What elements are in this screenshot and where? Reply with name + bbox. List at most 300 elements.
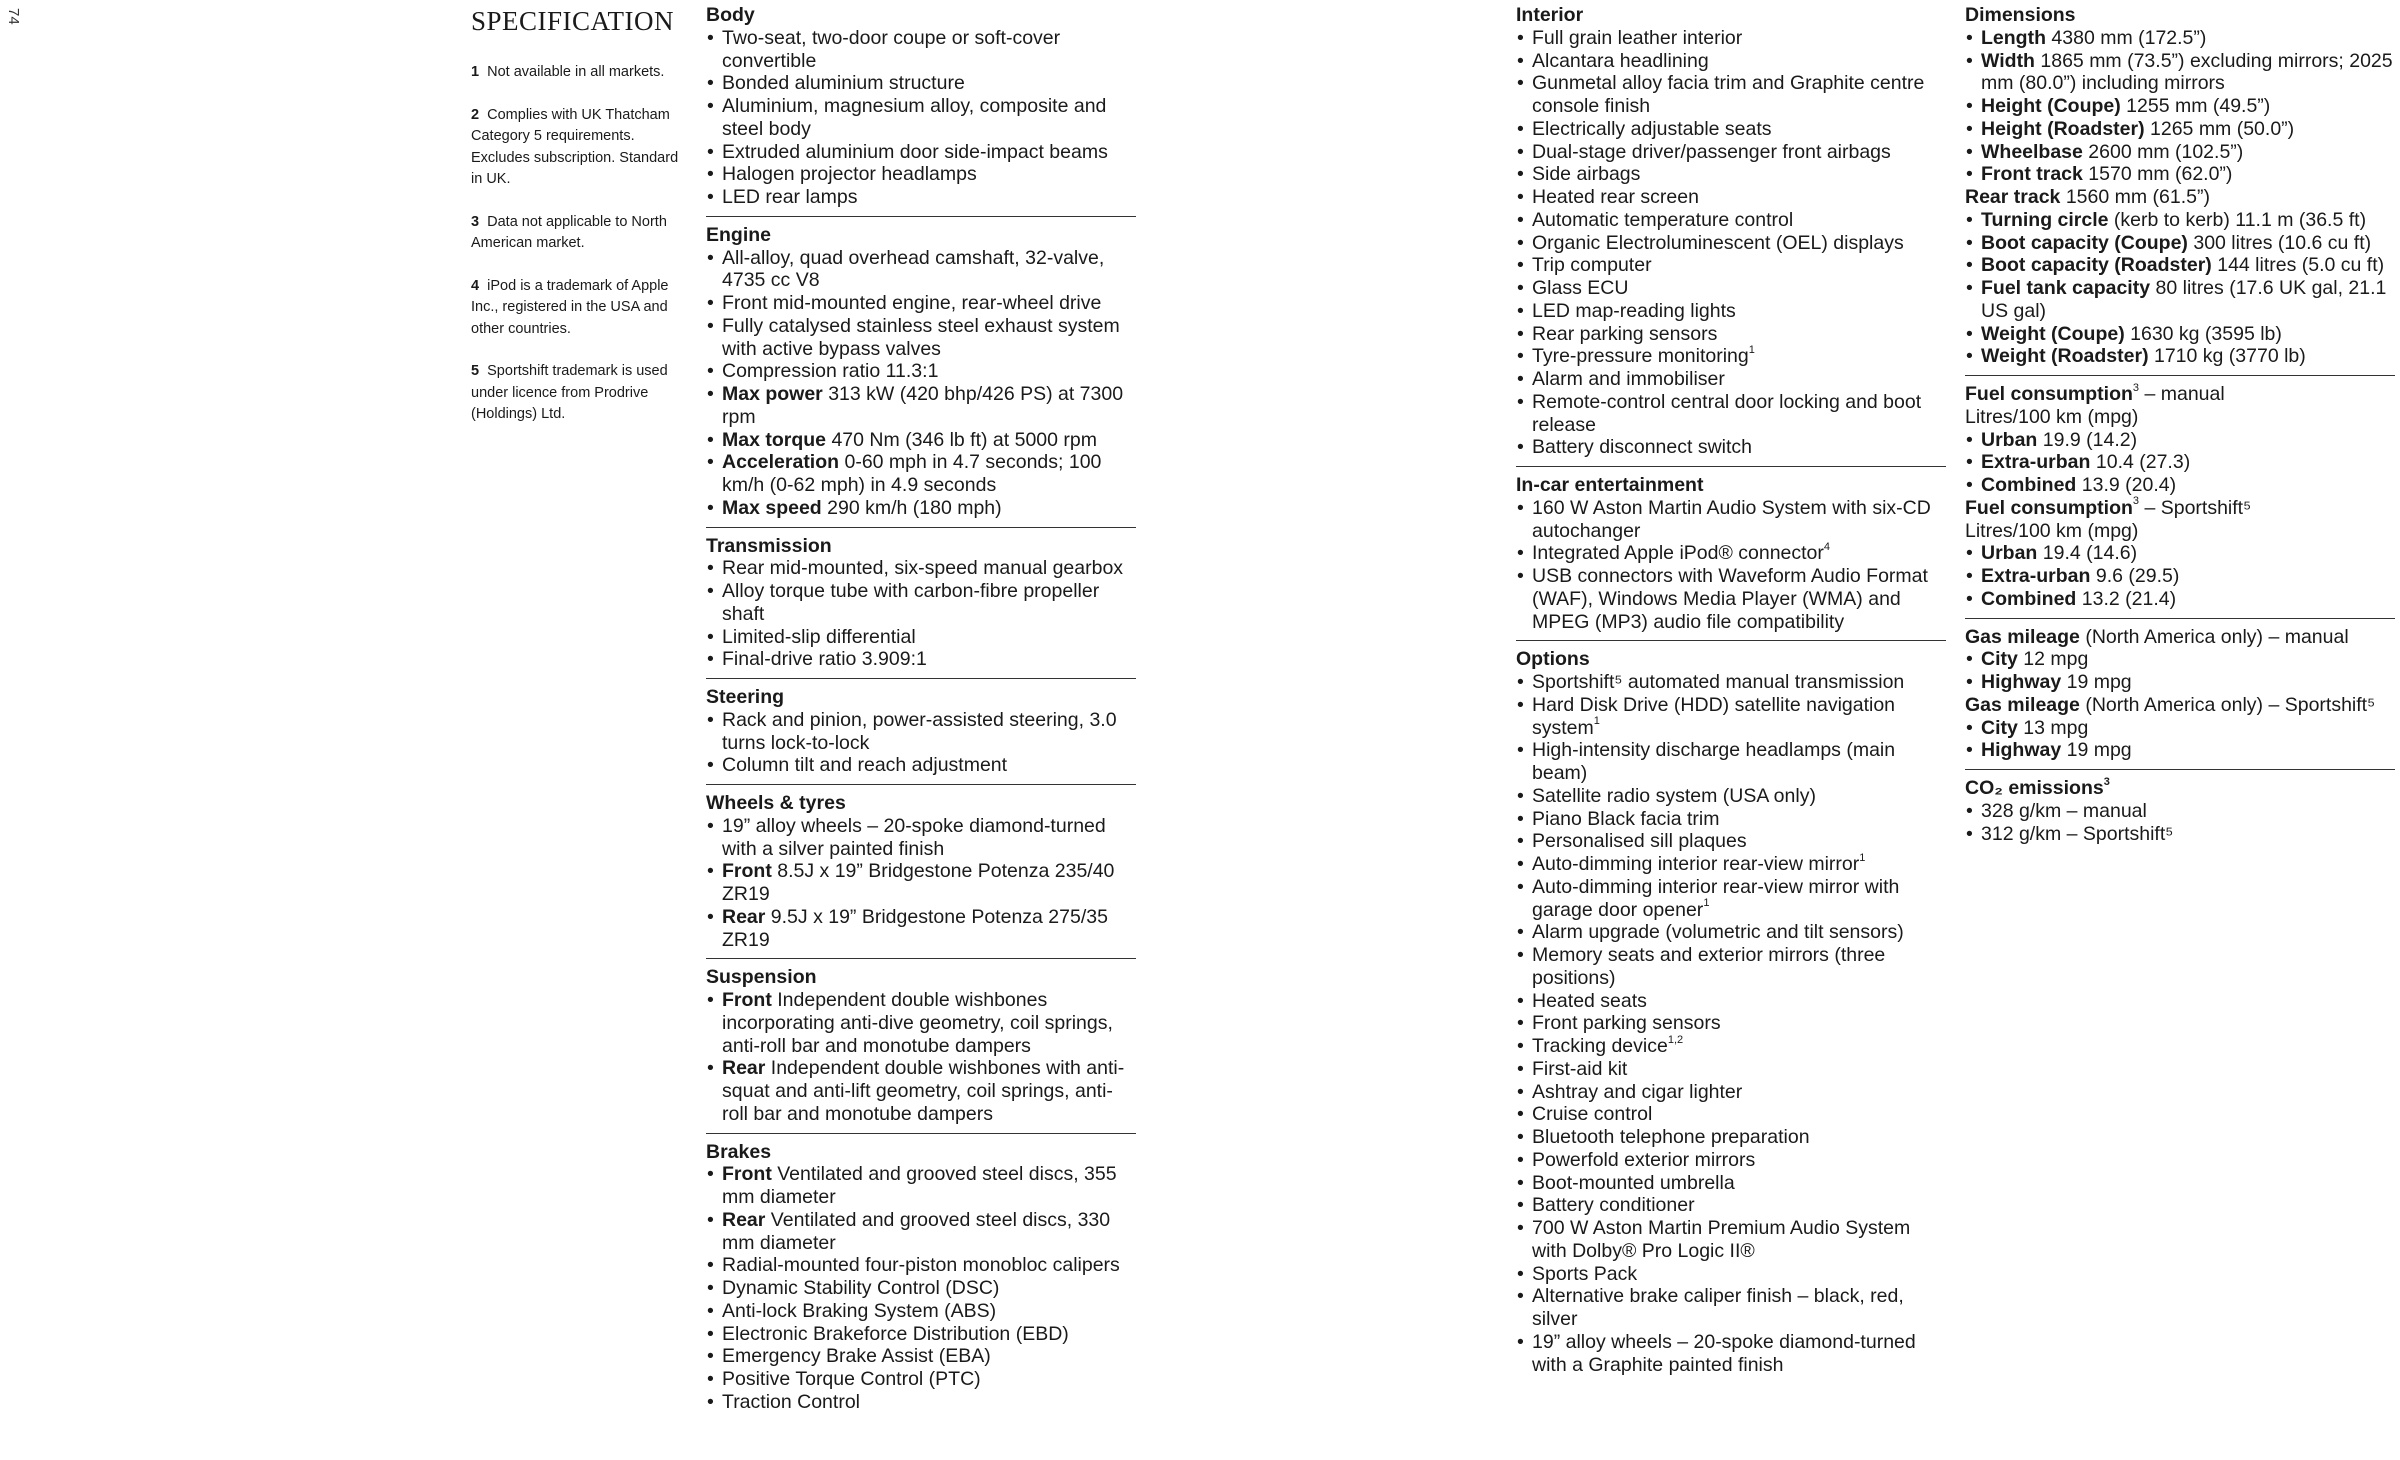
- spec-value: (kerb to kerb) 11.1 m (36.5 ft): [2113, 208, 2367, 231]
- spec-item: [1516, 1081, 1946, 1104]
- footnote-3: 3 Data not applicable to North American market.: [471, 213, 667, 251]
- spec-value: 312 g/km – Sportshift⁵: [1981, 822, 2174, 845]
- spec-item: [706, 580, 1136, 626]
- spec-item: [706, 1345, 1136, 1368]
- spec-value: 9.5J x 19” Bridgestone Potenza 275/35 ZR19: [722, 905, 1108, 951]
- spec-item: [1965, 345, 2395, 368]
- spec-value: Rack and pinion, power-assisted steering, 3.0 turns lock-to-lock: [722, 708, 1117, 754]
- spec-item: [1965, 323, 2395, 346]
- group-heading-bold: Gas mileage: [1965, 625, 2080, 648]
- spec-item: [1516, 1285, 1946, 1331]
- spec-item: [1965, 588, 2395, 611]
- page-number: 74: [5, 8, 22, 25]
- section-title-text: Transmission: [706, 534, 832, 557]
- spec-label: Turning circle: [1981, 208, 2109, 231]
- spec-item: [1516, 1103, 1946, 1126]
- section-title: [706, 1141, 1136, 1164]
- spec-column-1: [706, 4, 1136, 1428]
- spec-value: Electronic Brakeforce Distribution (EBD): [722, 1322, 1069, 1345]
- spec-label: Front: [722, 1163, 772, 1186]
- spec-list: [706, 709, 1136, 777]
- spec-item: [1965, 451, 2395, 474]
- spec-item: [1516, 436, 1946, 459]
- footnote-4: 4 iPod is a trademark of Apple Inc., registered in the USA and other countries.: [471, 277, 669, 337]
- spec-item: [1516, 232, 1946, 255]
- spec-label: Rear: [722, 1208, 766, 1231]
- footnote-ref: 1: [1859, 851, 1866, 864]
- spec-value: 19 mpg: [2066, 671, 2132, 693]
- spec-label: Max torque: [722, 428, 827, 451]
- spec-item: [1516, 497, 1946, 543]
- spec-value: 19” alloy wheels – 20-spoke diamond-turned with a Graphite painted finish: [1532, 1330, 1916, 1376]
- spec-list: [1516, 497, 1946, 634]
- spec-value: Alternative brake caliper finish – black, red, silver: [1532, 1285, 1904, 1330]
- spec-value: 2600 mm (102.5”): [2088, 140, 2244, 163]
- spec-value: 1865 mm (73.5”) excluding mirrors; 2025 mm (80.0”) including mirrors: [1981, 49, 2393, 95]
- spec-value: 80 litres (17.6 UK gal, 21.1 US gal): [1981, 277, 2387, 322]
- spec-item: [706, 141, 1136, 164]
- spec-item: [1516, 944, 1946, 990]
- spec-value: Powerfold exterior mirrors: [1532, 1148, 1756, 1171]
- spec-value: Auto-dimming interior rear-view mirror with garage door opener: [1532, 875, 1900, 921]
- section-title-text: Dimensions: [1965, 4, 2076, 26]
- section-title: [706, 792, 1136, 815]
- spec-value: Heated seats: [1532, 989, 1647, 1012]
- spec-value: Rear parking sensors: [1532, 322, 1718, 345]
- spec-value: Tyre-pressure monitoring: [1532, 345, 1749, 368]
- spec-value: Bluetooth telephone preparation: [1532, 1126, 1810, 1148]
- footnote-ref: 3: [2132, 381, 2140, 394]
- spec-list: [706, 1163, 1136, 1413]
- spec-item: [1516, 209, 1946, 232]
- spec-item: [1965, 823, 2395, 846]
- spec-value: 700 W Aston Martin Premium Audio System with Dolby® Pro Logic II®: [1532, 1217, 1911, 1262]
- spec-value: 470 Nm (346 lb ft) at 5000 rpm: [831, 428, 1097, 451]
- spec-value: Remote-control central door locking and boot release: [1532, 390, 1922, 436]
- spec-item: [1516, 141, 1946, 164]
- spec-value: Ventilated and grooved steel discs, 355 mm diameter: [722, 1163, 1117, 1208]
- spec-column-2: [1516, 4, 1946, 1390]
- spec-label: Boot capacity (Coupe): [1981, 231, 2188, 254]
- spec-value: 19.9 (14.2): [2042, 428, 2138, 451]
- spec-item: [706, 95, 1136, 141]
- section-wheels-tyres: [706, 792, 1136, 959]
- section-in-car-entertainment: [1516, 474, 1946, 641]
- spec-label: Highway: [1981, 671, 2062, 693]
- spec-value: 19” alloy wheels – 20-spoke diamond-turned with a silver painted finish: [722, 814, 1106, 860]
- spec-value: 290 km/h (180 mph): [827, 496, 1002, 519]
- spec-item: [706, 1254, 1136, 1277]
- spec-value: Front parking sensors: [1532, 1012, 1721, 1035]
- spec-item: [1516, 323, 1946, 346]
- group-heading-rest: – Sportshift⁵: [2139, 496, 2252, 519]
- spec-value: Independent double wishbones incorporating anti-dive geometry, coil springs, anti-roll bar and monotube dampers: [722, 989, 1113, 1057]
- spec-item: [1516, 785, 1946, 808]
- spec-list: [1516, 27, 1946, 459]
- spec-list: [1965, 648, 2395, 694]
- spec-value: 10.4 (27.3): [2095, 451, 2191, 474]
- spec-label: Rear: [722, 905, 766, 928]
- spec-item: [706, 1323, 1136, 1346]
- spec-item: [1965, 739, 2395, 762]
- spec-value: 1570 mm (62.0”): [2088, 163, 2233, 186]
- spec-label: Urban: [1981, 542, 2038, 565]
- spec-value: Boot-mounted umbrella: [1532, 1171, 1735, 1194]
- spec-item: [1965, 95, 2395, 118]
- section-title-text: Body: [706, 4, 755, 26]
- spec-item: [1516, 50, 1946, 73]
- spec-value: Two-seat, two-door coupe or soft-cover convertible: [722, 26, 1061, 72]
- spec-label: Fuel tank capacity: [1981, 277, 2151, 299]
- spec-label: City: [1981, 716, 2018, 739]
- spec-value: 19 mpg: [2066, 739, 2132, 762]
- spec-item: [706, 648, 1136, 671]
- spec-label: Front: [722, 860, 772, 883]
- spec-item: [1516, 808, 1946, 831]
- spec-item: [706, 1391, 1136, 1414]
- spec-value: 160 W Aston Martin Audio System with six-CD autochanger: [1532, 496, 1931, 542]
- footnote-ref: 3: [2132, 495, 2140, 508]
- spec-item: [1965, 429, 2395, 452]
- spec-item: [706, 292, 1136, 315]
- spec-item: [706, 186, 1136, 209]
- spec-value: LED map-reading lights: [1532, 299, 1736, 322]
- spec-value: Fully catalysed stainless steel exhaust system with active bypass valves: [722, 314, 1120, 360]
- spec-value: 1710 kg (3770 lb): [2153, 345, 2306, 368]
- spec-item: [706, 72, 1136, 95]
- spec-item: [706, 709, 1136, 755]
- spec-value: 19.4 (14.6): [2042, 542, 2138, 565]
- section-title-text: In-car entertainment: [1516, 474, 1704, 496]
- spec-value: Heated rear screen: [1532, 186, 1699, 208]
- spec-list: [706, 989, 1136, 1126]
- spec-label: Height (Coupe): [1981, 95, 2121, 117]
- spec-label: Acceleration: [722, 451, 840, 474]
- spec-item: [1965, 542, 2395, 565]
- spec-value: Anti-lock Braking System (ABS): [722, 1299, 997, 1322]
- spec-value: Front mid-mounted engine, rear-wheel drive: [722, 292, 1102, 314]
- spec-item: [1965, 186, 2395, 209]
- section-transmission: [706, 535, 1136, 680]
- spec-value: USB connectors with Waveform Audio Format (WAF), Windows Media Player (WMA) and MPEG (MP3) audio file compatibility: [1532, 565, 1928, 633]
- group-heading: [1965, 626, 2395, 649]
- spec-label: Extra-urban: [1981, 451, 2091, 474]
- section-title-text: Options: [1516, 648, 1590, 671]
- section-title: [1516, 648, 1946, 671]
- footnote-ref: 4: [1823, 540, 1831, 553]
- section-title: [706, 535, 1136, 558]
- spec-item: [1516, 391, 1946, 437]
- spec-item: [706, 989, 1136, 1057]
- spec-value: Battery conditioner: [1532, 1194, 1695, 1217]
- spec-item: [706, 1209, 1136, 1255]
- section-title: [1516, 4, 1946, 27]
- group-subheading: Litres/100 km (mpg): [1965, 405, 2139, 428]
- spec-value: Alarm upgrade (volumetric and tilt sensors): [1532, 921, 1904, 944]
- footnote-1: 1 Not available in all markets.: [471, 64, 665, 80]
- spec-value: Column tilt and reach adjustment: [722, 754, 1008, 777]
- footnote-ref: 1: [1703, 897, 1710, 909]
- spec-item: [1516, 830, 1946, 853]
- spec-list: [1516, 671, 1946, 1376]
- spec-list: [1965, 429, 2395, 497]
- footnote-ref: 1: [1593, 715, 1600, 727]
- spec-item: [706, 626, 1136, 649]
- spec-item: [1516, 163, 1946, 186]
- spec-item: [706, 754, 1136, 777]
- spec-value: Memory seats and exterior mirrors (three positions): [1532, 944, 1886, 989]
- spec-value: Sports Pack: [1532, 1262, 1638, 1285]
- spec-item: [1516, 254, 1946, 277]
- spec-label: Rear: [722, 1057, 766, 1080]
- spec-item: [1516, 186, 1946, 209]
- spec-value: 300 litres (10.6 cu ft): [2193, 231, 2372, 254]
- spec-value: Dynamic Stability Control (DSC): [722, 1277, 1000, 1299]
- spec-item: [706, 1368, 1136, 1391]
- spec-list: [1965, 542, 2395, 610]
- group-heading-rest: – manual: [2139, 383, 2225, 405]
- spec-label: City: [1981, 648, 2018, 671]
- section-title-text: Interior: [1516, 4, 1584, 26]
- spec-value: Satellite radio system (USA only): [1532, 784, 1816, 807]
- spec-item: [1965, 254, 2395, 277]
- section-suspension: [706, 966, 1136, 1133]
- group-heading: [1965, 694, 2395, 717]
- spec-value: Rear mid-mounted, six-speed manual gearbox: [722, 557, 1124, 580]
- spec-item: [1516, 118, 1946, 141]
- footnote-ref: 3: [2103, 775, 2110, 788]
- spec-value: Full grain leather interior: [1532, 26, 1743, 49]
- spec-list: [706, 27, 1136, 209]
- group-heading-rest: (North America only) – manual: [2079, 625, 2349, 648]
- spec-item: [1516, 277, 1946, 300]
- spec-value: Glass ECU: [1532, 277, 1629, 299]
- spec-value: Personalised sill plaques: [1532, 830, 1747, 853]
- spec-value: Alloy torque tube with carbon-fibre propeller shaft: [722, 580, 1100, 625]
- spec-list: [706, 247, 1136, 520]
- section-co-emissions: [1965, 777, 2395, 852]
- spec-item: [706, 1163, 1136, 1209]
- spec-value: Radial-mounted four-piston monobloc calipers: [722, 1254, 1120, 1277]
- section-fuel-consumption: [1965, 383, 2395, 619]
- spec-label: Combined: [1981, 587, 2077, 610]
- spec-item: [706, 360, 1136, 383]
- group-heading-bold: Gas mileage: [1965, 693, 2080, 716]
- section-title: [706, 686, 1136, 709]
- section-title-text: CO₂ emissions: [1965, 777, 2104, 799]
- spec-value: 1265 mm (50.0”): [2150, 117, 2295, 140]
- spec-value: Aluminium, magnesium alloy, composite and steel body: [722, 95, 1107, 140]
- spec-item: [706, 315, 1136, 361]
- spec-item: [1965, 800, 2395, 823]
- spec-label: Max power: [722, 383, 823, 405]
- spec-value: 328 g/km – manual: [1981, 799, 2147, 822]
- spec-value: Cruise control: [1532, 1103, 1653, 1126]
- spec-item: [1965, 671, 2395, 694]
- spec-label: Combined: [1981, 474, 2077, 496]
- spec-value: Sportshift⁵ automated manual transmission: [1532, 671, 1905, 693]
- spec-label: Rear track: [1965, 186, 2061, 208]
- spec-value: Limited-slip differential: [722, 625, 916, 648]
- spec-value: Alarm and immobiliser: [1532, 368, 1725, 390]
- spec-item: [1516, 542, 1946, 565]
- spec-label: Max speed: [722, 496, 822, 519]
- spec-item: [1965, 50, 2395, 96]
- spec-value: 144 litres (5.0 cu ft): [2217, 254, 2385, 277]
- spec-value: Compression ratio 11.3:1: [722, 360, 939, 383]
- spec-value: Independent double wishbones with anti-squat and anti-lift geometry, coil springs, anti-roll bar and monotube dampers: [722, 1057, 1125, 1125]
- section-engine: [706, 224, 1136, 528]
- spec-value: 1630 kg (3595 lb): [2130, 322, 2282, 345]
- spec-item: [1516, 990, 1946, 1013]
- spec-item: [706, 497, 1136, 520]
- spec-value: Bonded aluminium structure: [722, 72, 965, 95]
- spec-item: [706, 247, 1136, 293]
- spec-value: Auto-dimming interior rear-view mirror: [1532, 853, 1860, 875]
- spec-value: Positive Torque Control (PTC): [722, 1368, 981, 1390]
- spec-item: [1516, 368, 1946, 391]
- spec-list: [1965, 800, 2395, 846]
- spec-item: [706, 557, 1136, 580]
- spec-list: [1965, 27, 2395, 368]
- spec-value: 1560 mm (61.5”): [2065, 186, 2210, 208]
- group-heading: [1965, 497, 2395, 520]
- spec-item: [1965, 27, 2395, 50]
- spec-value: Automatic temperature control: [1532, 208, 1794, 231]
- spec-item: [1516, 1058, 1946, 1081]
- spec-item: [706, 1057, 1136, 1125]
- spec-label: Urban: [1981, 428, 2038, 451]
- spec-value: Tracking device: [1532, 1035, 1668, 1057]
- spec-value: 313 kW (420 bhp/426 PS) at 7300 rpm: [722, 383, 1124, 428]
- section-title: [1516, 474, 1946, 497]
- footnote-ref: 1,2: [1667, 1033, 1684, 1046]
- spec-label: Front: [722, 989, 772, 1011]
- section-options: [1516, 648, 1946, 1383]
- spec-value: Halogen projector headlamps: [722, 163, 977, 186]
- spec-value: 0-60 mph in 4.7 seconds; 100 km/h (0-62 mph) in 4.9 seconds: [722, 451, 1102, 496]
- spec-item: [706, 451, 1136, 497]
- spec-item: [1965, 163, 2395, 186]
- section-gas-mileage: [1965, 626, 2395, 771]
- spec-value: Gunmetal alloy facia trim and Graphite centre console finish: [1532, 72, 1925, 117]
- spec-value: Ventilated and grooved steel discs, 330 mm diameter: [722, 1208, 1111, 1254]
- spec-label: Extra-urban: [1981, 565, 2091, 587]
- footnote-2: 2 Complies with UK Thatcham Category 5 requirements. Excludes subscription. Standard in UK.: [471, 106, 679, 187]
- group-subheading: Litres/100 km (mpg): [1965, 519, 2139, 542]
- spec-item: [706, 860, 1136, 906]
- spec-item: [1516, 694, 1946, 740]
- spec-value: 13.9 (20.4): [2081, 474, 2177, 496]
- section-brakes: [706, 1141, 1136, 1421]
- spec-value: 1255 mm (49.5”): [2126, 95, 2271, 117]
- spec-label: Weight (Coupe): [1981, 322, 2125, 345]
- spec-value: Side airbags: [1532, 163, 1641, 186]
- spec-value: Ashtray and cigar lighter: [1532, 1080, 1743, 1103]
- spec-label: Boot capacity (Roadster): [1981, 254, 2212, 277]
- spec-item: [1516, 1126, 1946, 1149]
- spec-label: Height (Roadster): [1981, 117, 2145, 140]
- spec-value: Electrically adjustable seats: [1532, 117, 1772, 140]
- spec-item: [706, 815, 1136, 861]
- spec-item: [1965, 232, 2395, 255]
- section-title-text: Wheels & tyres: [706, 792, 846, 814]
- spec-label: Length: [1981, 26, 2046, 49]
- spec-value: 13.2 (21.4): [2081, 587, 2177, 610]
- spec-item: [1516, 1194, 1946, 1217]
- section-title-text: Suspension: [706, 966, 817, 989]
- spec-item: [706, 383, 1136, 429]
- spec-value: Final-drive ratio 3.909:1: [722, 648, 927, 671]
- section-title: [1965, 777, 2395, 800]
- spec-label: Wheelbase: [1981, 140, 2083, 163]
- section-interior: [1516, 4, 1946, 467]
- spec-item: [1516, 1012, 1946, 1035]
- group-heading-bold: Fuel consumption: [1965, 496, 2133, 519]
- group-heading-rest: (North America only) – Sportshift⁵: [2079, 693, 2376, 716]
- spec-label: Weight (Roadster): [1981, 345, 2149, 368]
- spec-item: [706, 163, 1136, 186]
- spec-item: [1516, 72, 1946, 118]
- group-heading-bold: Fuel consumption: [1965, 383, 2133, 405]
- spec-item: [1516, 671, 1946, 694]
- spec-item: [1516, 853, 1946, 876]
- section-body: [706, 4, 1136, 217]
- spec-value: Alcantara headlining: [1532, 49, 1709, 72]
- section-title: [706, 224, 1136, 247]
- spec-value: Traction Control: [722, 1390, 860, 1413]
- spec-item: [1965, 141, 2395, 164]
- spec-item: [1516, 1035, 1946, 1058]
- spec-item: [706, 906, 1136, 952]
- spec-item: [1965, 209, 2395, 232]
- spec-label: Highway: [1981, 739, 2062, 762]
- spec-value: Battery disconnect switch: [1532, 436, 1753, 459]
- page-title: SPECIFICATION: [471, 6, 675, 36]
- spec-value: Extruded aluminium door side-impact beams: [722, 140, 1108, 163]
- spec-item: [1965, 648, 2395, 671]
- spec-item: [1516, 876, 1946, 922]
- spec-item: [706, 27, 1136, 73]
- spec-item: [1965, 118, 2395, 141]
- spec-item: [1516, 739, 1946, 785]
- group-heading: [1965, 383, 2395, 406]
- footnotes: [471, 62, 681, 447]
- spec-value: 8.5J x 19” Bridgestone Potenza 235/40 ZR19: [722, 860, 1115, 905]
- spec-list: [1965, 717, 2395, 763]
- section-dimensions: [1965, 4, 2395, 376]
- spec-item: [1516, 1217, 1946, 1263]
- spec-item: [1516, 27, 1946, 50]
- section-title: [1965, 4, 2395, 27]
- spec-value: Integrated Apple iPod® connector: [1532, 542, 1824, 565]
- spec-value: Emergency Brake Assist (EBA): [722, 1345, 991, 1368]
- spec-item: [1965, 717, 2395, 740]
- section-title: [706, 4, 1136, 27]
- footnote-ref: 1: [1748, 343, 1755, 356]
- spec-value: 13 mpg: [2023, 716, 2089, 739]
- spec-value: LED rear lamps: [722, 186, 858, 208]
- spec-column-3: [1965, 4, 2395, 859]
- section-steering: [706, 686, 1136, 785]
- spec-value: Hard Disk Drive (HDD) satellite navigation system: [1532, 693, 1896, 739]
- spec-item: [1965, 474, 2395, 497]
- section-title: [706, 966, 1136, 989]
- spec-item: [1516, 1172, 1946, 1195]
- section-title-text: Engine: [706, 223, 772, 246]
- spec-value: 4380 mm (172.5”): [2051, 26, 2207, 49]
- spec-item: [706, 429, 1136, 452]
